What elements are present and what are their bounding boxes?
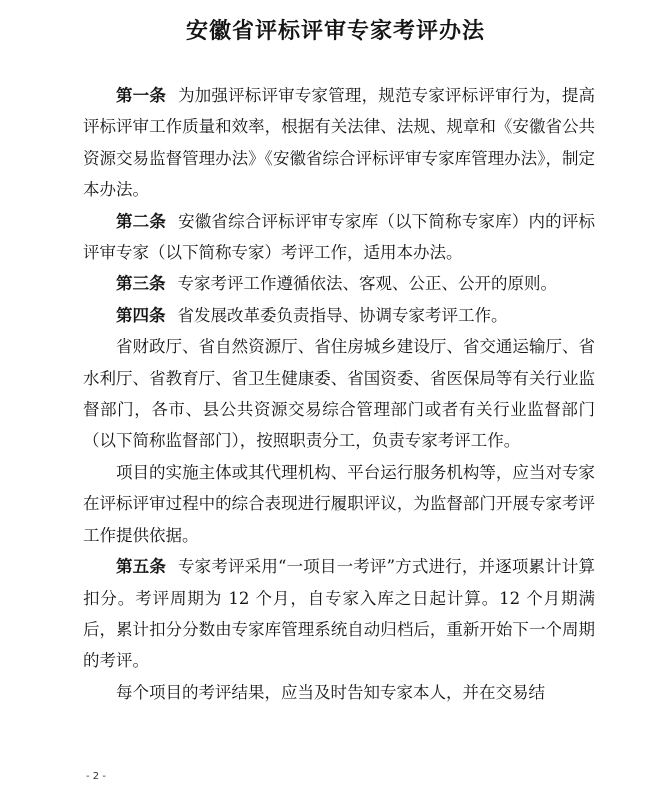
paragraph-implementing-entities: [83, 457, 595, 551]
paragraph-text: 省财政厅、省自然资源厅、省住房城乡建设厅、省交通运输厅、省水利厅、省教育厅、省卫生健康委、省国资委、省医保局等有关行业监督部门，各市、县公共资源交易综合管理部门或者有关行业监督部门（以下简称监督部门），按照职责分工，负责专家考评工作。: [83, 337, 595, 451]
paragraph-article-3: [83, 268, 595, 299]
article-number: 第四条: [116, 305, 166, 325]
paragraph-supervision-departments: [83, 331, 595, 457]
article-number: 第三条: [116, 274, 166, 294]
paragraph-text: 项目的实施主体或其代理机构、平台运行服务机构等，应当对专家在评标评审过程中的综合表现进行履职评议，为监督部门开展专家考评工作提供依据。: [83, 462, 595, 545]
paragraph-text: 专家考评工作遵循依法、客观、公正、公开的原则。: [177, 274, 557, 294]
paragraph-text: 安徽省综合评标评审专家库（以下简称专家库）内的评标评审专家（以下简称专家）考评工作，适用本办法。: [83, 211, 596, 263]
document-body: [83, 80, 595, 708]
document-title: 安徽省评标评审专家考评办法: [185, 18, 485, 44]
paragraph-text: 每个项目的考评结果，应当及时告知专家本人，并在交易结: [116, 682, 545, 702]
paragraph-text: 为加强评标评审专家管理，规范专家评标评审行为，提高评标评审工作质量和效率，根据有关法律、法规、规章和《安徽省公共资源交易监督管理办法》《安徽省综合评标评审专家库管理办法》，制定本办法。: [83, 86, 596, 200]
paragraph-article-2: [83, 206, 595, 269]
page-number: - 2 -: [86, 771, 106, 782]
paragraph-text: 专家考评采用“一项目一考评”方式进行，并逐项累计计算扣分。考评周期为 12 个月，自专家入库之日起计算。12 个月期满后，累计扣分分数由专家库管理系统自动归档后，重新开始下一个周期的考评。: [83, 557, 596, 671]
paragraph-evaluation-results: [83, 677, 595, 708]
article-number: 第一条: [116, 86, 167, 105]
paragraph-article-5: [83, 551, 595, 677]
paragraph-article-1: [83, 80, 595, 206]
article-number: 第二条: [116, 211, 167, 231]
paragraph-text: 省发展改革委负责指导、协调专家考评工作。: [177, 305, 508, 325]
paragraph-article-4: [83, 300, 595, 331]
article-number: 第五条: [116, 557, 166, 577]
